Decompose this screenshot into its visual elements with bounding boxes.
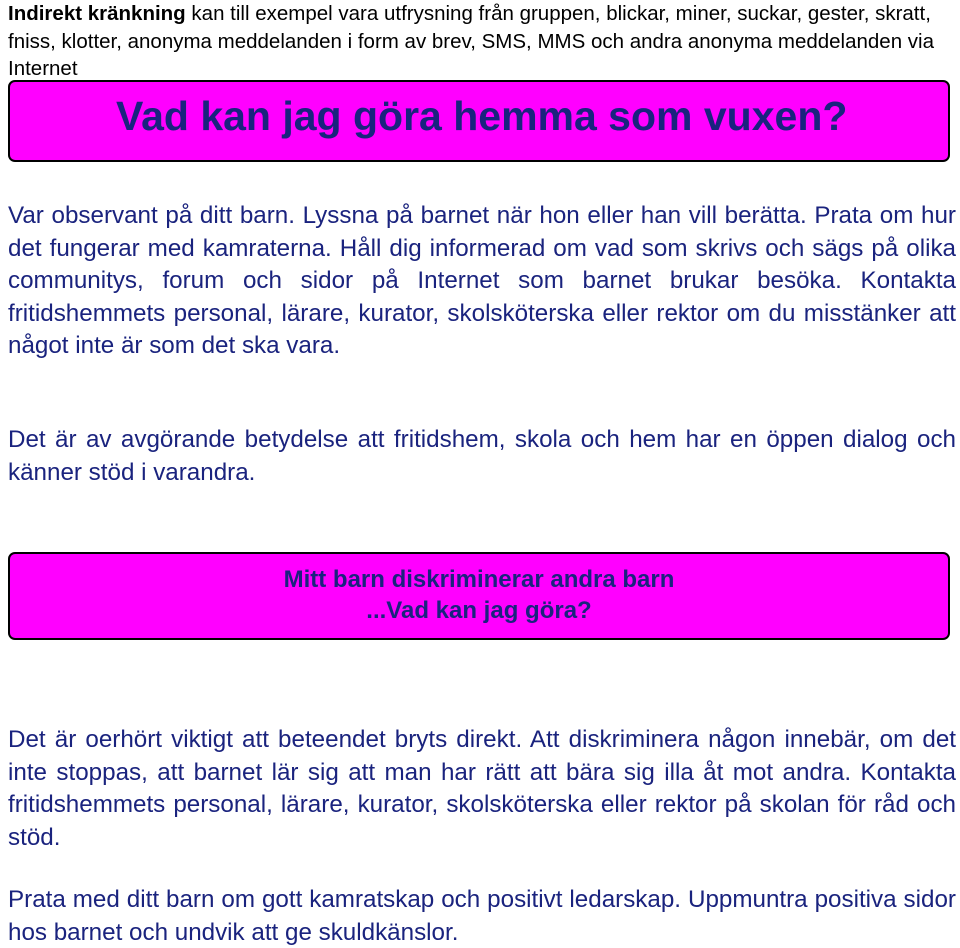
section1-paragraph-2: Det är av avgörande betydelse att fritidshem, skola och hem har en öppen dialog och känner stöd i varandra. xyxy=(8,426,956,486)
section2-heading-line-2: ...Vad kan jag göra? xyxy=(366,597,592,624)
intro-text: kan till exempel vara utfrysning från gruppen, blickar, miner, suckar, gester, skratt, fniss, klotter, anonyma meddelanden i form av brev, SMS, MMS och andra anonyma meddelanden via Internet xyxy=(8,2,935,80)
intro-term: Indirekt kränkning xyxy=(8,2,186,25)
section1-paragraph-1: Var observant på ditt barn. Lyssna på barnet när hon eller han vill berätta. Prata om hur det fungerar med kamraterna. Håll dig informerad om vad som skrivs och sägs på olika communitys, forum och sidor på Internet som barnet brukar besöka. Kontakta fritidshemmets personal, lärare, kurator, skolsköterska eller rektor om du misstänker att något inte är som det ska vara. xyxy=(8,202,956,359)
section1-heading: Vad kan jag göra hemma som vuxen? xyxy=(116,93,848,139)
section2-heading xyxy=(10,564,948,626)
section2-banner xyxy=(8,552,950,640)
intro-paragraph xyxy=(8,0,952,83)
section2-paragraph-1: Det är oerhört viktigt att beteendet bryts direkt. Att diskriminera någon innebär, om det inte stoppas, att barnet lär sig att man har rätt att bära sig illa åt mot andra. Kontakta fritidshemmets personal, lärare, kurator, skolsköterska eller rektor på skolan för råd och stöd. xyxy=(8,726,956,851)
section2-heading-line-1: Mitt barn diskriminerar andra barn xyxy=(283,566,675,593)
section1-banner xyxy=(8,80,950,162)
section2-paragraph-2: Prata med ditt barn om gott kamratskap och positivt ledarskap. Uppmuntra positiva sidor hos barnet och undvik att ge skuldkänslor. xyxy=(8,886,956,946)
